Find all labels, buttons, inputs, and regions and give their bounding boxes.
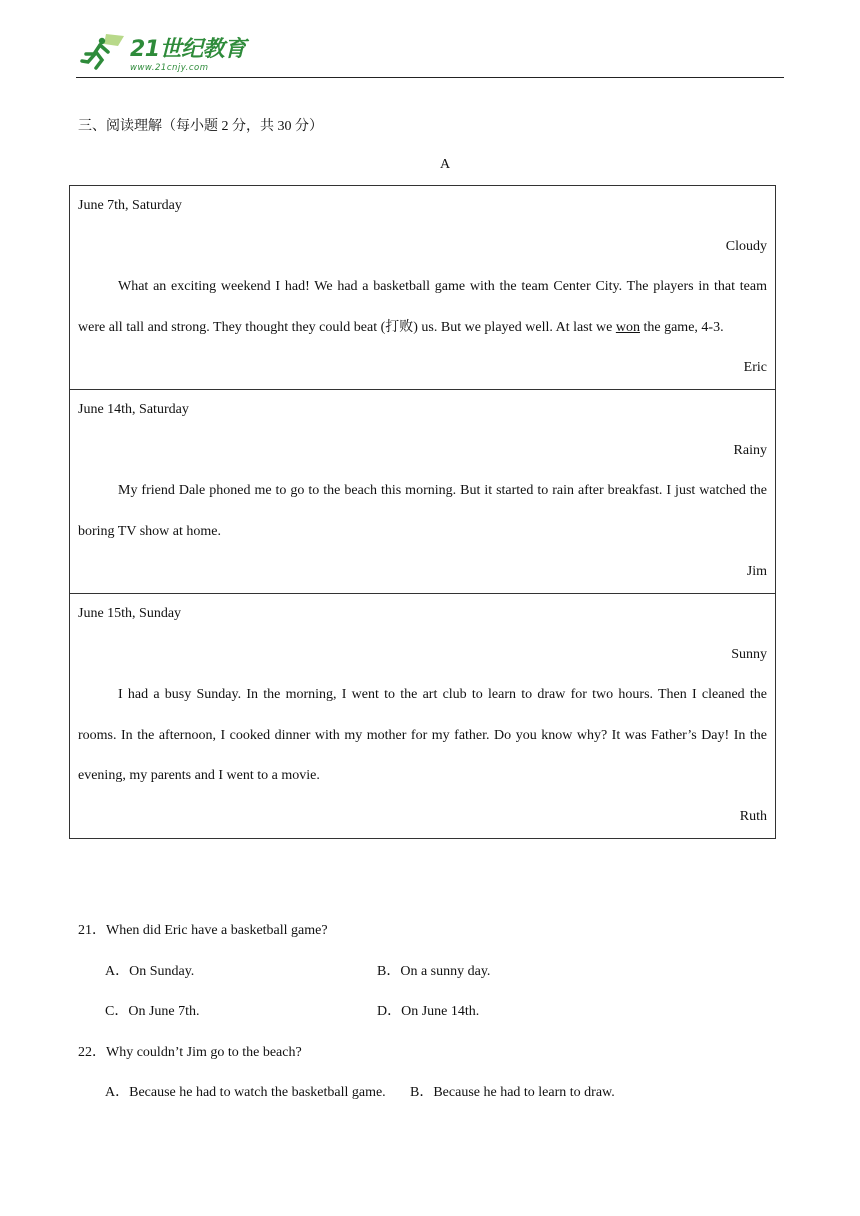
entry-text-part: What an exciting weekend I had! We had a basketball game with the team Center City. The players in that team were all tall and strong. They thought they could beat (打败) us. But we played well. At last we <box>78 279 767 335</box>
logo-title: 21世纪教育 <box>130 36 246 62</box>
entry-text: My friend Dale phoned me to go to the beach this morning. But it started to rain after breakfast. I just watched the boring TV show at home. <box>78 483 767 539</box>
option-a[interactable]: A．Because he had to watch the basketball game. <box>105 1085 386 1101</box>
question-21: 21．When did Eric have a basketball game? <box>78 923 328 938</box>
entry-date: June 15th, Sunday <box>78 605 182 621</box>
underlined-word: won <box>615 319 640 335</box>
option-d[interactable]: D．On June 14th. <box>377 1004 480 1020</box>
option-b[interactable]: B．Because he had to learn to draw. <box>410 1085 615 1101</box>
diary-entry-eric <box>70 186 775 389</box>
option-c[interactable]: C．On June 7th. <box>105 1004 200 1020</box>
entry-date: June 7th, Saturday <box>78 198 182 213</box>
entry-date: June 14th, Saturday <box>78 401 189 417</box>
entry-weather: Sunny <box>731 646 767 662</box>
entry-text: I had a busy Sunday. In the morning, I went to the art club to learn to draw for two hours. Then I cleaned the rooms. In the afternoon, I cooked dinner with my mother for my father. Do you know why? It was Father’s Day! In the evening, my parents and I went to a movie. <box>78 687 767 784</box>
header-divider <box>76 77 784 78</box>
option-b[interactable]: B．On a sunny day. <box>377 963 491 979</box>
logo-url: www.21cnjy.com <box>130 62 209 73</box>
entry-author: Jim <box>746 564 767 580</box>
section-title: 三、阅读理解（每小题 2 分，共 30 分） <box>78 119 323 134</box>
entry-text <box>78 267 767 348</box>
entry-author: Ruth <box>739 808 767 824</box>
options-row <box>78 952 778 993</box>
diary-table <box>69 185 776 839</box>
diary-entry-ruth <box>70 593 775 838</box>
diary-entry-jim <box>70 389 775 593</box>
entry-weather: Rainy <box>733 442 767 458</box>
entry-weather: Cloudy <box>725 238 767 254</box>
page-header <box>76 28 784 78</box>
runner-logo-icon <box>80 32 128 72</box>
passage-label: A <box>439 157 451 172</box>
entry-author: Eric <box>743 360 767 376</box>
options-row <box>78 1073 778 1114</box>
options-row <box>78 992 778 1033</box>
option-a[interactable]: A．On Sunday. <box>105 963 195 979</box>
entry-text-part: the game, 4-3. <box>639 319 724 335</box>
logo <box>80 30 246 74</box>
questions <box>78 911 778 1114</box>
question-22: 22．Why couldn’t Jim go to the beach? <box>78 1044 302 1060</box>
